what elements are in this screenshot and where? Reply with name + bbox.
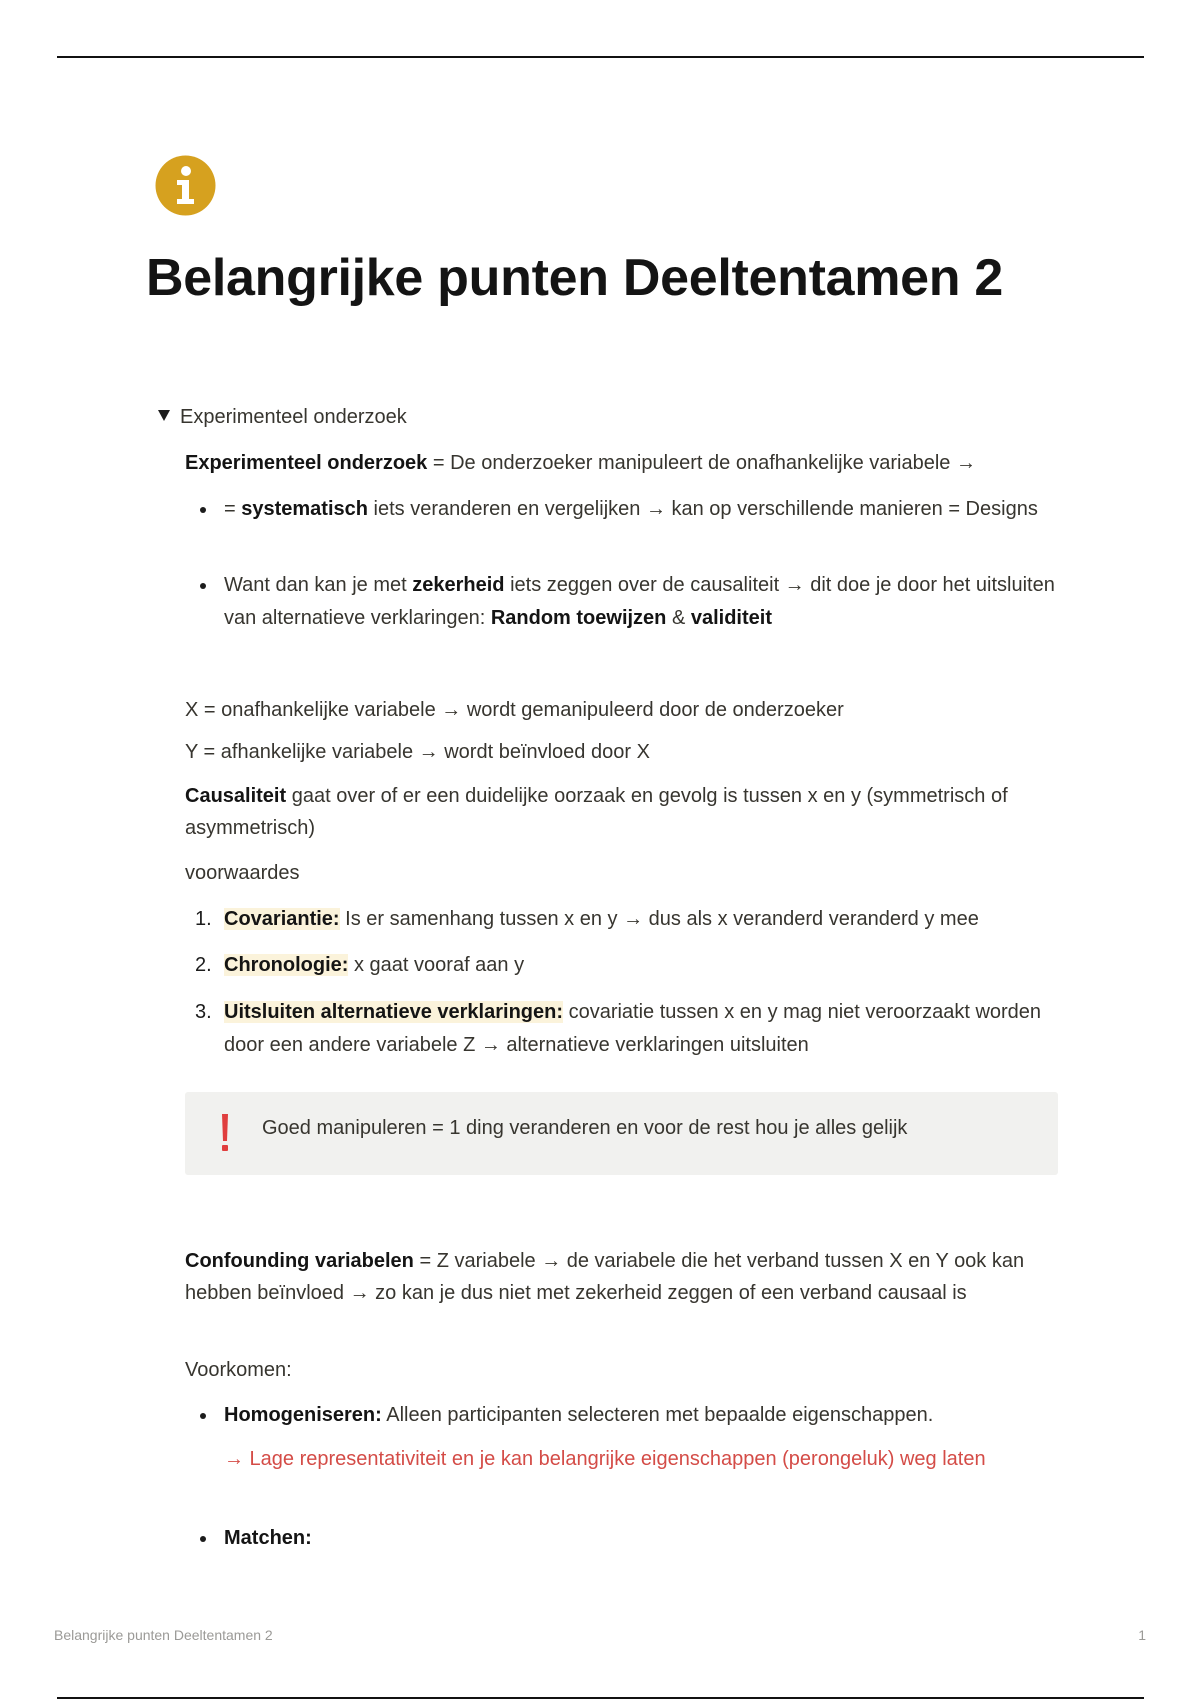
bullet-dot bbox=[200, 583, 206, 589]
intro-text: = De onderzoeker manipuleert de onafhankelijke variabele → bbox=[427, 452, 976, 474]
highlight-term: Covariantie: bbox=[224, 908, 340, 930]
page-title: Belangrijke punten Deeltentamen 2 bbox=[146, 249, 1003, 307]
intro-term: Experimenteel onderzoek bbox=[185, 452, 428, 474]
item-text: covariatie tussen x en y mag niet veroorzaakt worden door een andere variabele Z → alternatieve verklaringen uitsluiten bbox=[224, 1001, 1042, 1056]
bottom-rule bbox=[57, 1697, 1144, 1699]
list-item bbox=[200, 1399, 1060, 1432]
causaliteit-term: Causaliteit bbox=[185, 785, 287, 807]
confounding-paragraph bbox=[185, 1245, 1060, 1309]
list-item bbox=[200, 569, 1060, 635]
callout-box bbox=[185, 1092, 1058, 1175]
bullet-text: Want dan kan je met bbox=[224, 574, 413, 596]
list-item bbox=[200, 493, 1060, 526]
causaliteit-paragraph bbox=[185, 780, 1060, 844]
numbered-item bbox=[185, 903, 1060, 936]
bullet-text: iets zeggen over de causaliteit → dit doe je door het uitsluiten van alternatieve verklaringen: bbox=[224, 574, 1055, 629]
y-definition: Y = afhankelijke variabele → wordt beïnvloed door X bbox=[185, 741, 650, 763]
numbered-item bbox=[185, 996, 1060, 1062]
item-number: 1. bbox=[195, 908, 212, 930]
intro-paragraph bbox=[185, 447, 1060, 479]
bullet-bold: validiteit bbox=[690, 607, 772, 629]
bullet-bold: Random toewijzen bbox=[490, 607, 667, 629]
list-item bbox=[200, 1522, 1060, 1555]
highlight-term: Chronologie: bbox=[224, 954, 349, 976]
bullet-text: = bbox=[224, 498, 242, 520]
bullet-text: Alleen participanten selecteren met bepaalde eigenschappen. bbox=[381, 1404, 934, 1426]
numbered-item bbox=[185, 949, 1060, 982]
triangle-down-icon[interactable] bbox=[158, 410, 170, 421]
bullet-bold: systematisch bbox=[241, 498, 368, 520]
page-number: 1 bbox=[1138, 1627, 1146, 1643]
bullet-bold: Matchen: bbox=[224, 1527, 312, 1549]
bullet-text: & bbox=[666, 607, 691, 629]
callout-text: Goed manipuleren = 1 ding veranderen en voor de rest hou je alles gelijk bbox=[262, 1117, 908, 1139]
bullet-bold: Homogeniseren: bbox=[224, 1404, 382, 1426]
confounding-term: Confounding variabelen bbox=[185, 1250, 414, 1272]
bullet-text: iets veranderen en vergelijken → kan op verschillende manieren = Designs bbox=[368, 498, 1038, 520]
causaliteit-text: gaat over of er een duidelijke oorzaak en gevolg is tussen x en y (symmetrisch of asymmetrisch) bbox=[185, 785, 1008, 839]
item-number: 2. bbox=[195, 954, 212, 976]
toggle-label: Experimenteel onderzoek bbox=[180, 406, 407, 428]
info-icon bbox=[155, 155, 216, 216]
bullet-bold: zekerheid bbox=[412, 574, 505, 596]
toggle-experimenteel-onderzoek[interactable] bbox=[158, 402, 407, 432]
bullet-dot bbox=[200, 507, 206, 513]
item-number: 3. bbox=[195, 1001, 212, 1023]
homogeniseren-note: → Lage representativiteit en je kan belangrijke eigenschappen (perongeluk) weg laten bbox=[224, 1448, 986, 1470]
footer-title: Belangrijke punten Deeltentamen 2 bbox=[54, 1627, 273, 1643]
confounding-text: = Z variabele → de variabele die het verband tussen X en Y ook kan hebben beïnvloed → zo kan je dus niet met zekerheid zeggen of een verband causaal is bbox=[185, 1250, 1025, 1304]
top-rule bbox=[57, 56, 1144, 58]
bullet-dot bbox=[200, 1413, 206, 1419]
voorwaardes-label: voorwaardes bbox=[185, 862, 300, 884]
bullet-dot bbox=[200, 1536, 206, 1542]
item-text: x gaat vooraf aan y bbox=[348, 954, 525, 976]
highlight-term: Uitsluiten alternatieve verklaringen: bbox=[224, 1001, 564, 1023]
voorkomen-label: Voorkomen: bbox=[185, 1359, 292, 1381]
item-text: Is er samenhang tussen x en y → dus als x veranderd veranderd y mee bbox=[339, 908, 979, 930]
x-definition: X = onafhankelijke variabele → wordt gemanipuleerd door de onderzoeker bbox=[185, 699, 844, 721]
exclamation-icon bbox=[218, 1112, 232, 1154]
